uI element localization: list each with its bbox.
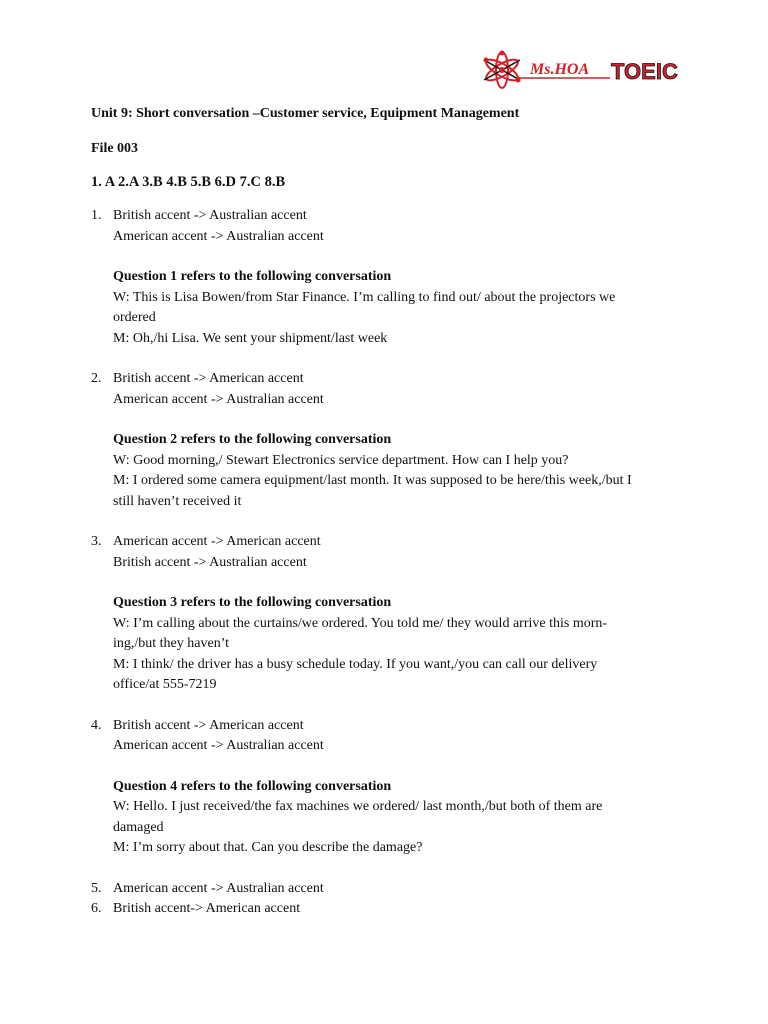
- list-item: [91, 879, 681, 900]
- item-number: 1.: [91, 208, 102, 223]
- item-number: 2.: [91, 371, 102, 386]
- accent-line: American accent -> Australian accent: [113, 738, 324, 753]
- question-heading: Question 3 refers to the following conversation: [113, 595, 392, 610]
- document-body: [91, 104, 681, 916]
- transcript-line: damaged: [113, 819, 164, 835]
- accent-line: American accent -> Australian accent: [113, 228, 324, 244]
- question-heading: Question 2 refers to the following conversation: [113, 432, 392, 447]
- transcript-line: W: Good morning,/ Stewart Electronics service department. How can I help you?: [113, 452, 569, 468]
- transcript-line: W: I’m calling about the curtains/we ordered. You told me/ they would arrive this morn-: [113, 615, 608, 631]
- item-number: 4.: [91, 717, 102, 733]
- answer-key: 1. A 2.A 3.B 4.B 5.B 6.D 7.C 8.B: [91, 174, 286, 190]
- transcript-line: W: Hello. I just received/the fax machines we ordered/ last month,/but both of them are: [113, 799, 603, 814]
- list-item: [91, 899, 681, 920]
- item-number: 5.: [91, 880, 102, 896]
- list-item: [91, 532, 681, 696]
- transcript-line: still haven’t received it: [113, 493, 242, 509]
- logo-ms-text: Ms.HOA: [530, 61, 590, 78]
- list-item: [91, 206, 681, 349]
- list-item: [91, 369, 681, 512]
- transcript-line: M: I think/ the driver has a busy schedule today. If you want,/you can call our delivery: [113, 656, 598, 672]
- transcript-line: ordered: [113, 310, 156, 325]
- accent-line: American accent -> Australian accent: [113, 391, 324, 407]
- transcript-line: office/at 555-7219: [113, 677, 217, 692]
- ms-hoa-toeic-logo: [478, 48, 680, 92]
- item-number: 6.: [91, 901, 102, 916]
- question-list: [91, 206, 681, 920]
- transcript-line: M: I’m sorry about that. Can you describe the damage?: [113, 840, 423, 855]
- accent-line: British accent -> Australian accent: [113, 554, 307, 570]
- file-label: File 003: [91, 141, 139, 156]
- accent-line: British accent -> American accent: [113, 371, 304, 386]
- transcript-line: M: Oh,/hi Lisa. We sent your shipment/last week: [113, 330, 388, 346]
- item-number: 3.: [91, 534, 102, 549]
- accent-line: American accent -> Australian accent: [113, 880, 324, 896]
- list-item: [91, 716, 681, 859]
- accent-line: American accent -> American accent: [113, 534, 321, 549]
- question-heading: Question 1 refers to the following conversation: [113, 269, 392, 284]
- unit-title: Unit 9: Short conversation –Customer service, Equipment Management: [91, 106, 520, 121]
- logo-brand-text: TOEIC: [611, 59, 678, 84]
- accent-line: British accent-> American accent: [113, 901, 301, 916]
- transcript-line: M: I ordered some camera equipment/last month. It was supposed to be here/this week,/but I: [113, 473, 632, 488]
- accent-line: British accent -> American accent: [113, 717, 304, 733]
- accent-line: British accent -> Australian accent: [113, 208, 307, 223]
- transcript-line: ing,/but they haven’t: [113, 636, 229, 651]
- question-heading: Question 4 refers to the following conversation: [113, 778, 392, 794]
- transcript-line: W: This is Lisa Bowen/from Star Finance. I’m calling to find out/ about the projectors we: [113, 289, 616, 305]
